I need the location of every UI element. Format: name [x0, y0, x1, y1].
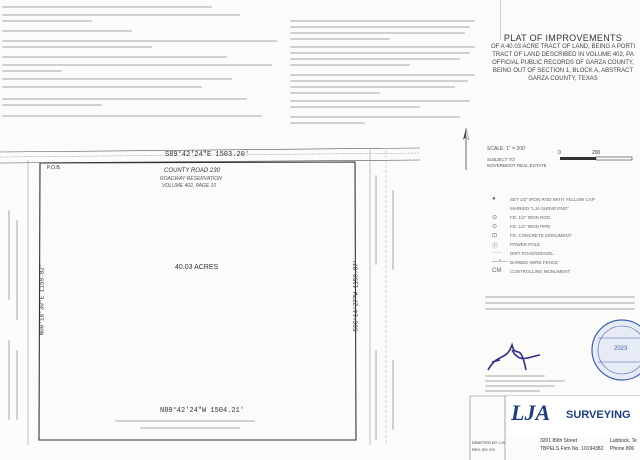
legend-symbol: ⊙	[492, 215, 498, 221]
scale-bar	[560, 157, 632, 160]
legend-symbol: Ⓟ	[492, 244, 499, 250]
company-city: Lubbock, Te	[610, 438, 637, 444]
point-of-beginning-label: P.O.B.	[47, 165, 62, 171]
legend-symbol: —×—	[492, 259, 508, 265]
company-logo-mark: LJA	[511, 400, 551, 425]
west-bearing-label: N00°18'30"E 1159.82'	[38, 263, 46, 336]
road-volume-label: VOLUME 402, PAGE 10	[162, 183, 217, 189]
legend-label: FD. 1/2" IRON PIPE	[510, 224, 551, 229]
subject-label: SUBJECT TO	[487, 157, 515, 162]
scale-zero: 0	[558, 150, 561, 156]
seal-year: 2023	[614, 346, 628, 352]
north-arrow-icon	[463, 128, 469, 170]
scale-label: SCALE: 1" = 200'	[487, 146, 526, 152]
drafted-by: DRAFTED BY: LG	[472, 440, 505, 445]
title-line-1: OF A 40.03 ACRE TRACT OF LAND, BEING A PORTI	[490, 44, 636, 50]
north-bearing-label: S89°42'24"E 1503.20'	[165, 151, 250, 159]
company-phone: Phone 806	[610, 446, 635, 452]
tract-boundary	[39, 162, 356, 440]
company-name: SURVEYING	[566, 409, 631, 421]
legend-label: MARKED "LJA SURVEYING"	[510, 206, 569, 211]
legend-symbol: CM	[492, 268, 502, 274]
legend-label: FD. 1/2" IRON ROD	[510, 215, 551, 220]
legend-label: DIRT ROAD/GRAVEL	[510, 251, 554, 256]
east-bearing-label: S00°14'27"W 1159.87'	[352, 259, 360, 332]
title-line-5: GARZA COUNTY, TEXAS	[528, 76, 598, 82]
title-line-4: BEING OUT OF SECTION 1, BLOCK A, ABSTRACT	[492, 68, 634, 74]
company-firm-number: TBPELS Firm No. 10194382	[540, 446, 604, 452]
legend-symbol: ●	[492, 196, 496, 202]
legend-label: CONTROLLING MONUMENT	[510, 269, 571, 274]
company-address: 3201 89th Street	[540, 438, 577, 444]
legend-symbol: ⊡	[492, 233, 498, 239]
surveyor-signature	[488, 345, 540, 370]
legend-symbol: ·····	[492, 250, 502, 256]
legend-label: SET 1/2" IRON ROD WITH YELLOW CAP	[510, 197, 595, 202]
road-name-label: COUNTY ROAD 230	[164, 168, 220, 174]
title-line-2: TRACT OF LAND DESCRIBED IN VOLUME 402, PA	[492, 52, 634, 58]
legend-label: FD. CONCRETE MONUMENT	[510, 233, 572, 238]
title-line-3: OFFICIAL PUBLIC RECORDS OF GARZA COUNTY,	[492, 60, 634, 66]
legend-label: POWER POLE	[510, 242, 541, 247]
south-bearing-label: N89°42'24"W 1504.21'	[160, 407, 245, 415]
legend-symbol: ⊙	[492, 224, 498, 230]
road-reservation-label: ROADWAY RESERVATION	[160, 176, 222, 182]
legend-label: BARBED WIRE FENCE	[510, 260, 559, 265]
revised-by: REV. BY: KS	[472, 447, 495, 452]
acreage-label: 40.03 ACRES	[175, 264, 219, 271]
subject-sub-label: NOVERBOOT REAL ESTATE	[487, 163, 547, 168]
scale-mark: 200	[592, 150, 601, 156]
plat-title: PLAT OF IMPROVEMENTS	[503, 33, 623, 43]
